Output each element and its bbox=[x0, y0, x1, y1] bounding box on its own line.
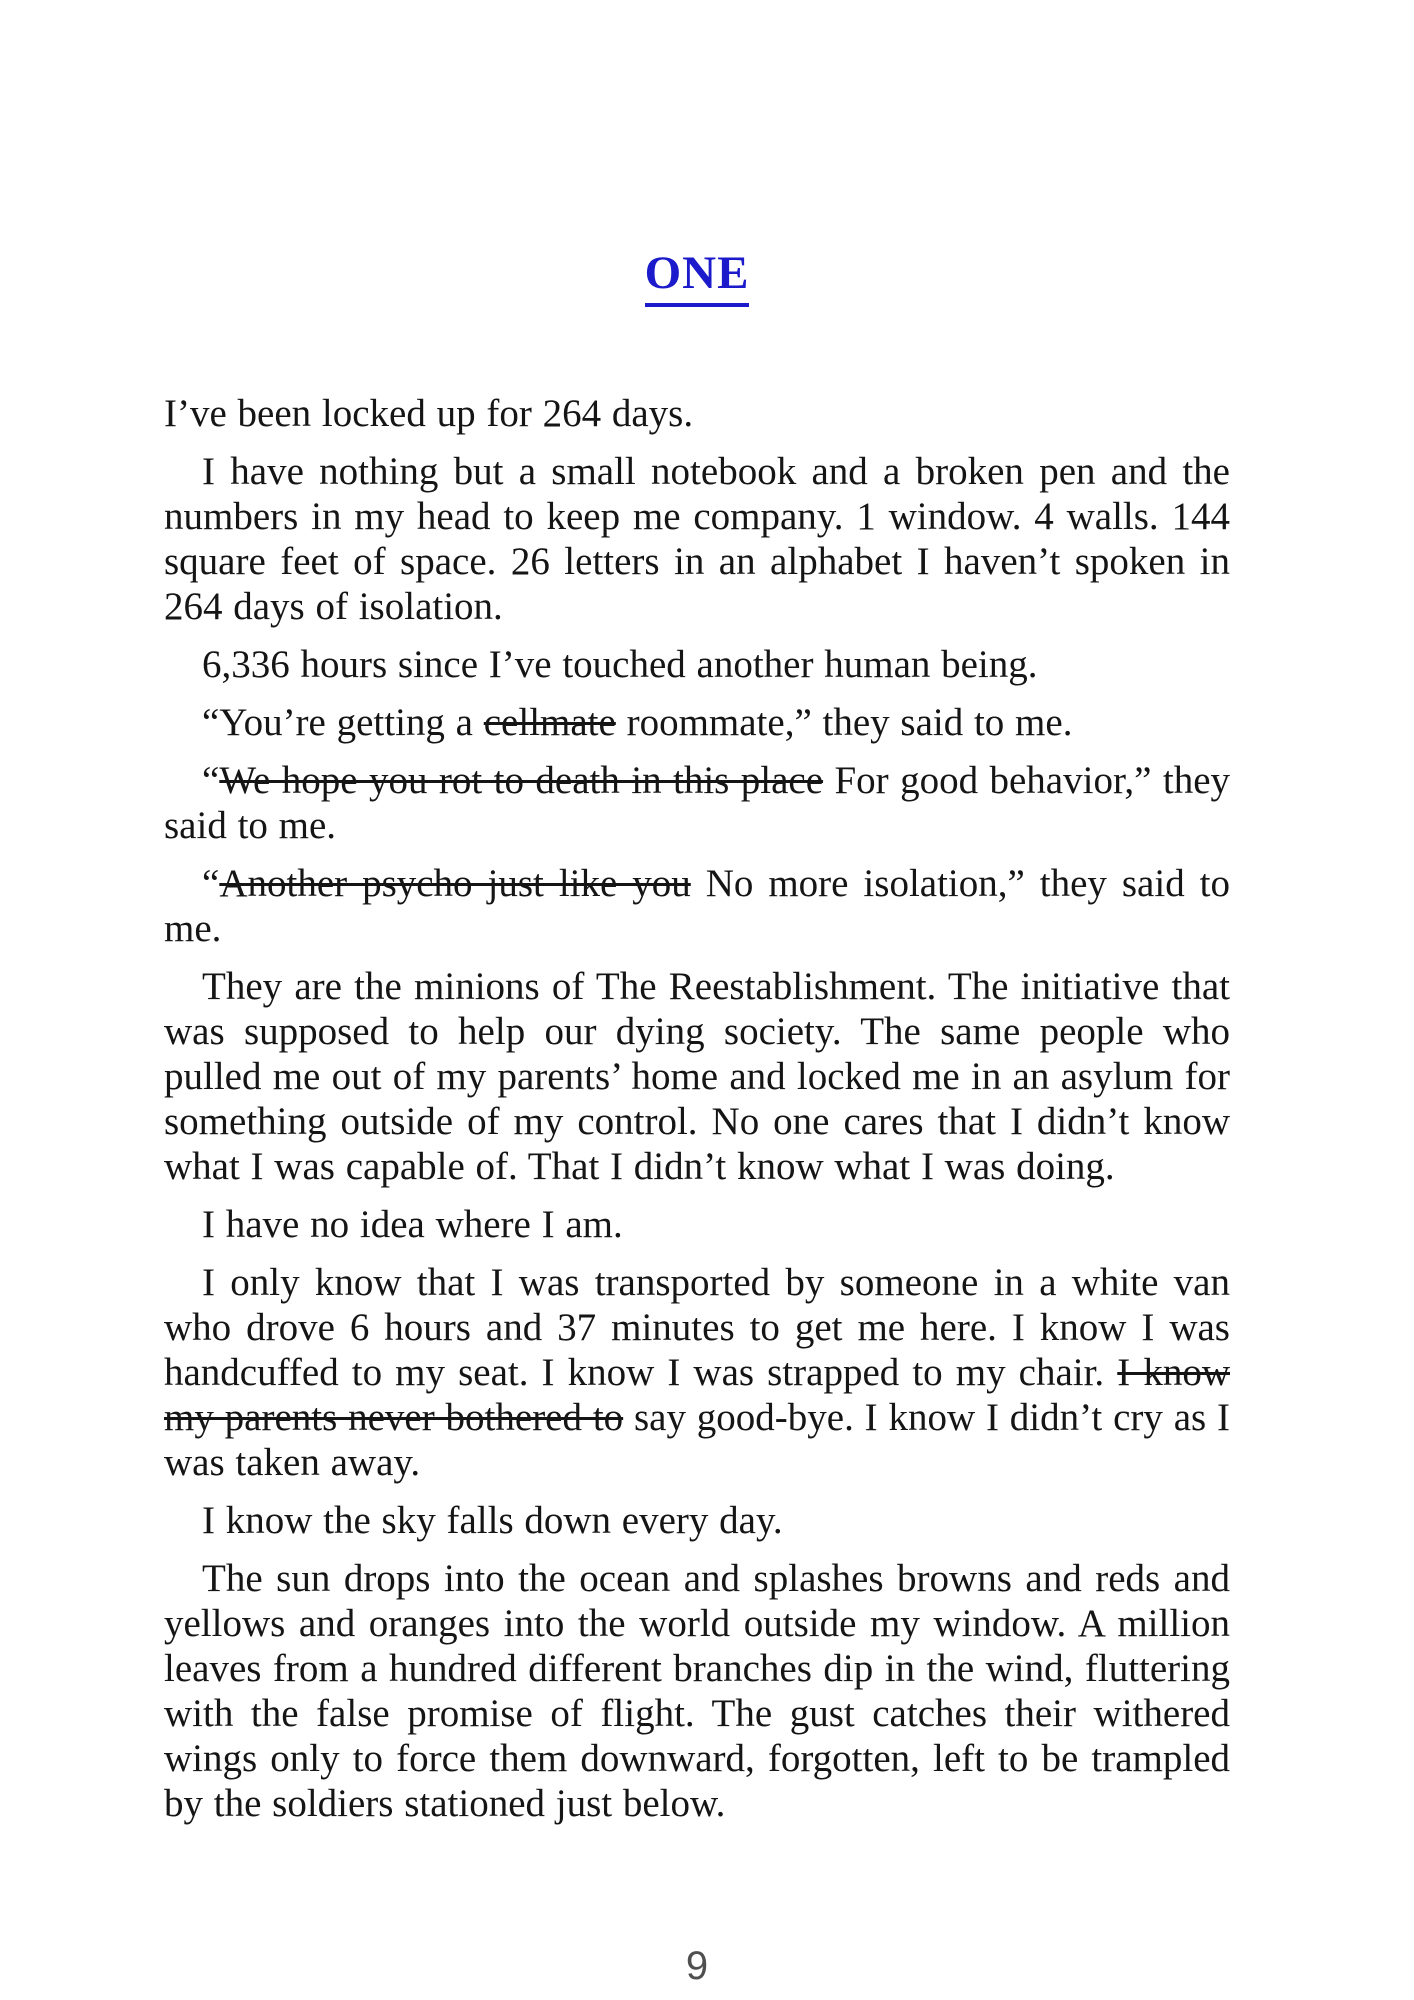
paragraph bbox=[164, 964, 1230, 1189]
text-segment: 6,336 hours since I’ve touched another human being. bbox=[202, 642, 1038, 686]
text-segment: I’ve been locked up for 264 days. bbox=[164, 391, 694, 435]
page-number: 9 bbox=[685, 1943, 709, 1988]
text-segment: The sun drops into the ocean and splashes browns and reds and yellows and oranges into the world outside my window. A million leaves from a hundred different branches dip in the wind, fluttering with the false promise of flight. The gust catches their withered wings only to force them downward, forgotten, left to be trampled by the soldiers stationed just below. bbox=[164, 1556, 1230, 1825]
paragraph bbox=[164, 700, 1230, 745]
struck-text: Another psycho just like you bbox=[219, 861, 691, 905]
text-segment: I have nothing but a small notebook and a broken pen and the numbers in my head to keep me company. 1 window. 4 walls. 144 square feet of space. 26 letters in an alphabet I haven’t spoken in 264 days of isolation. bbox=[164, 449, 1230, 628]
text-column bbox=[164, 0, 1230, 1989]
paragraph bbox=[164, 861, 1230, 951]
text-segment: roommate,” they said to me. bbox=[615, 700, 1073, 744]
struck-text: I know my parents never bothered to bbox=[164, 1350, 1230, 1439]
paragraph bbox=[164, 1556, 1230, 1826]
text-segment: I have no idea where I am. bbox=[202, 1202, 623, 1246]
text-segment: For good behavior,” they said to me. bbox=[164, 758, 1231, 847]
chapter-title-link[interactable]: ONE bbox=[645, 248, 750, 307]
struck-text: We hope you rot to death in this place bbox=[219, 758, 824, 802]
text-segment: They are the minions of The Reestablishment. The initiative that was supposed to help our dying society. The same people who pulled me out of my parents’ home and locked me in an asylum for something outside of my control. No one cares that I didn’t know what I was capable of. That I didn’t know what I was doing. bbox=[164, 964, 1230, 1188]
text-segment: “ bbox=[202, 861, 220, 905]
struck-text: cellmate bbox=[483, 700, 616, 744]
body-text bbox=[164, 391, 1230, 1826]
paragraph bbox=[164, 1202, 1230, 1247]
text-segment: “ bbox=[202, 758, 220, 802]
text-segment: say good-bye. I know I didn’t cry as I was taken away. bbox=[164, 1395, 1230, 1484]
text-segment: I only know that I was transported by someone in a white van who drove 6 hours and 37 minutes to get me here. I know I was handcuffed to my seat. I know I was strapped to my chair. bbox=[164, 1260, 1230, 1394]
paragraph bbox=[164, 449, 1230, 629]
text-segment: No more isolation,” they said to me. bbox=[164, 861, 1230, 950]
text-segment: I know the sky falls down every day. bbox=[202, 1498, 783, 1542]
paragraph bbox=[164, 391, 1230, 436]
chapter-heading bbox=[164, 248, 1230, 307]
paragraph bbox=[164, 1260, 1230, 1485]
paragraph bbox=[164, 1498, 1230, 1543]
paragraph bbox=[164, 758, 1230, 848]
paragraph bbox=[164, 642, 1230, 687]
text-segment: “You’re getting a bbox=[202, 700, 484, 744]
